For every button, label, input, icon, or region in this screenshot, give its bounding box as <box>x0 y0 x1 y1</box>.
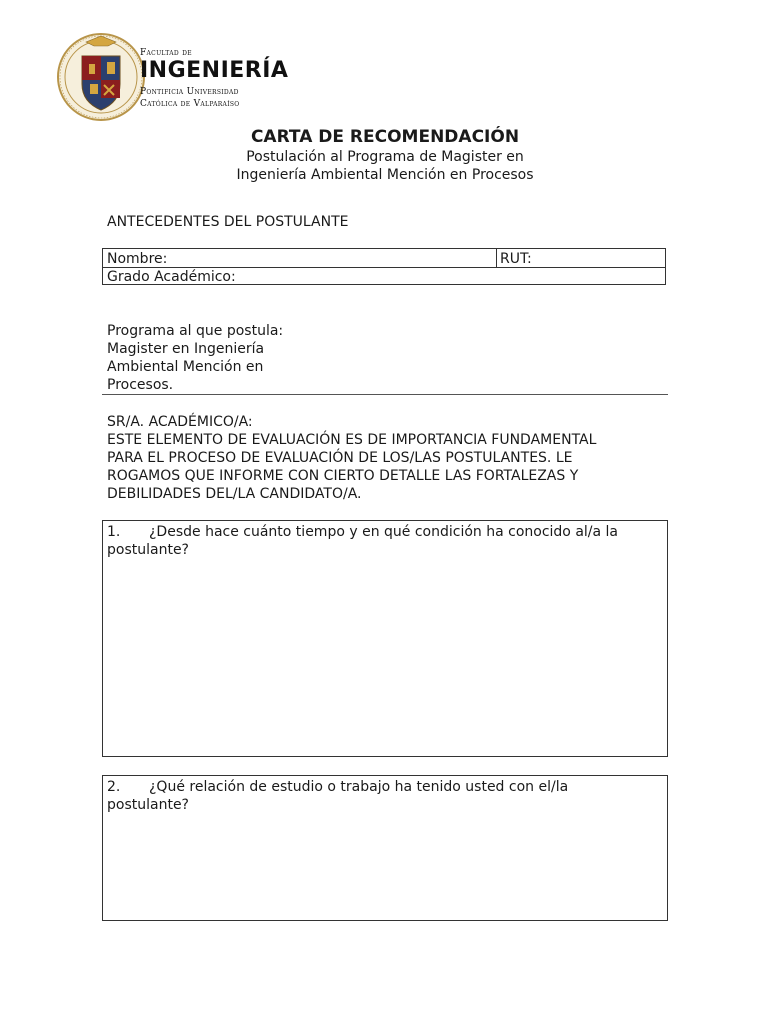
question-1-answer-box[interactable] <box>102 520 668 757</box>
program-line: Programa al que postula: <box>107 323 284 339</box>
program-line: Procesos. <box>107 377 174 393</box>
document-subtitle-line2: Ingeniería Ambiental Mención en Procesos <box>236 167 534 183</box>
degree-field[interactable]: Grado Académico: <box>107 269 236 285</box>
faculty-logo <box>56 32 289 124</box>
university-name-line1: Pontificia Universidad <box>140 87 239 97</box>
question-1-line1: ¿Desde hace cuánto tiempo y en qué condición ha conocido al/a la <box>149 524 618 540</box>
instructions-line: DEBILIDADES DEL/LA CANDIDATO/A. <box>107 486 362 502</box>
question-1-number: 1. <box>107 524 121 540</box>
question-2-line1: ¿Qué relación de estudio o trabajo ha tenido usted con el/la <box>149 779 569 795</box>
name-field[interactable]: Nombre: <box>107 251 168 267</box>
university-name-line2: Católica de Valparaíso <box>140 99 240 109</box>
instructions-line: ROGAMOS QUE INFORME CON CIERTO DETALLE LAS FORTALEZAS Y <box>107 468 579 484</box>
applicant-table <box>102 248 666 285</box>
rut-field[interactable]: RUT: <box>500 251 532 267</box>
university-seal-icon <box>56 32 146 122</box>
program-underline <box>102 394 668 395</box>
instructions-block <box>107 413 596 503</box>
instructions-line: ESTE ELEMENTO DE EVALUACIÓN ES DE IMPORTANCIA FUNDAMENTAL <box>107 432 597 448</box>
faculty-text: Facultad de <box>140 48 192 58</box>
document-subtitle-line1: Postulación al Programa de Magister en <box>246 149 524 165</box>
section-heading: ANTECEDENTES DEL POSTULANTE <box>107 214 349 230</box>
instructions-line: SR/A. ACADÉMICO/A: <box>107 414 253 430</box>
question-2-answer-box[interactable] <box>102 775 668 921</box>
question-2-text <box>107 778 568 814</box>
question-1-line2: postulante? <box>107 542 189 558</box>
document-title: CARTA DE RECOMENDACIÓN <box>250 127 520 147</box>
program-block <box>107 322 283 394</box>
program-line: Ambiental Mención en <box>107 359 264 375</box>
question-1-text <box>107 523 618 559</box>
question-2-number: 2. <box>107 779 121 795</box>
faculty-name-text: INGENIERÍA <box>140 58 289 83</box>
question-2-line2: postulante? <box>107 797 189 813</box>
table-column-divider <box>496 249 497 267</box>
program-line: Magister en Ingeniería <box>107 341 265 357</box>
instructions-line: PARA EL PROCESO DE EVALUACIÓN DE LOS/LAS POSTULANTES. LE <box>107 450 573 466</box>
